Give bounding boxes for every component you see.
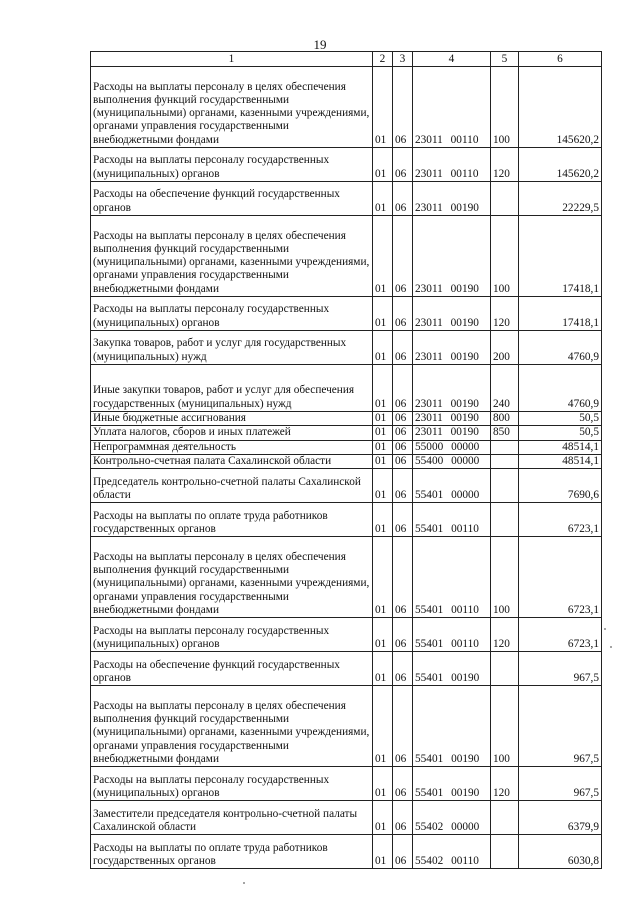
subsection-code: 06 <box>393 835 413 869</box>
subsection-code: 06 <box>393 365 413 412</box>
section-code: 01 <box>373 537 393 618</box>
amount: 967,5 <box>519 686 602 767</box>
item-name: Закупка товаров, работ и услуг для государственных (муниципальных) нужд <box>91 331 373 365</box>
target-article-code: 55402 00000 <box>413 801 491 835</box>
expense-type-code: 240 <box>491 365 519 412</box>
target-article-code: 23011 00190 <box>413 426 491 440</box>
item-name: Иные закупки товаров, работ и услуг для обеспечения государственных (муниципальных) нужд <box>91 365 373 412</box>
item-name: Иные бюджетные ассигнования <box>91 412 373 426</box>
item-name: Расходы на выплаты персоналу государственных (муниципальных) органов <box>91 618 373 652</box>
item-name: Расходы на выплаты по оплате труда работников государственных органов <box>91 503 373 537</box>
amount: 6723,1 <box>519 537 602 618</box>
scan-speck <box>610 646 612 648</box>
section-code: 01 <box>373 182 393 216</box>
table-row <box>91 426 602 440</box>
subsection-code: 06 <box>393 503 413 537</box>
target-article-code: 55402 00110 <box>413 835 491 869</box>
expense-type-code: 100 <box>491 216 519 297</box>
subsection-code: 06 <box>393 67 413 148</box>
item-name: Расходы на обеспечение функций государственных органов <box>91 652 373 686</box>
amount: 48514,1 <box>519 440 602 454</box>
section-code: 01 <box>373 365 393 412</box>
target-article-code: 23011 00190 <box>413 365 491 412</box>
target-article-code: 55401 00110 <box>413 503 491 537</box>
target-article-code: 23011 00190 <box>413 331 491 365</box>
amount: 48514,1 <box>519 454 602 468</box>
budget-table <box>90 51 602 869</box>
target-article-code: 55400 00000 <box>413 454 491 468</box>
item-name: Председатель контрольно-счетной палаты Сахалинской области <box>91 469 373 503</box>
subsection-code: 06 <box>393 618 413 652</box>
target-article-code: 23011 00190 <box>413 297 491 331</box>
section-code: 01 <box>373 835 393 869</box>
target-article-code: 55401 00110 <box>413 537 491 618</box>
expense-type-code: 120 <box>491 297 519 331</box>
table-row <box>91 801 602 835</box>
target-article-code: 55401 00000 <box>413 469 491 503</box>
amount: 6723,1 <box>519 618 602 652</box>
table-row <box>91 331 602 365</box>
amount: 967,5 <box>519 767 602 801</box>
section-code: 01 <box>373 331 393 365</box>
expense-type-code <box>491 652 519 686</box>
amount: 7690,6 <box>519 469 602 503</box>
subsection-code: 06 <box>393 469 413 503</box>
item-name: Расходы на выплаты персоналу государственных (муниципальных) органов <box>91 297 373 331</box>
scan-speck <box>243 882 245 884</box>
amount: 145620,2 <box>519 67 602 148</box>
subsection-code: 06 <box>393 216 413 297</box>
table-row <box>91 440 602 454</box>
column-header: 3 <box>393 52 413 67</box>
amount: 4760,9 <box>519 365 602 412</box>
item-name: Расходы на выплаты персоналу в целях обеспечения выполнения функций государственными (муниципальными) органами, казенными учреждениями, органами управления государственными внебюджетными фондами <box>91 216 373 297</box>
expense-type-code <box>491 454 519 468</box>
target-article-code: 23011 00110 <box>413 148 491 182</box>
section-code: 01 <box>373 412 393 426</box>
section-code: 01 <box>373 148 393 182</box>
target-article-code: 55401 00190 <box>413 652 491 686</box>
item-name: Уплата налогов, сборов и иных платежей <box>91 426 373 440</box>
expense-type-code <box>491 835 519 869</box>
expense-type-code <box>491 801 519 835</box>
table-row <box>91 148 602 182</box>
expense-type-code <box>491 503 519 537</box>
table-row <box>91 618 602 652</box>
item-name: Расходы на выплаты персоналу в целях обеспечения выполнения функций государственными (муниципальными) органами, казенными учреждениями, органами управления государственными внебюджетными фондами <box>91 537 373 618</box>
item-name: Расходы на выплаты по оплате труда работников государственных органов <box>91 835 373 869</box>
amount: 6379,9 <box>519 801 602 835</box>
section-code: 01 <box>373 801 393 835</box>
amount: 6723,1 <box>519 503 602 537</box>
section-code: 01 <box>373 426 393 440</box>
subsection-code: 06 <box>393 454 413 468</box>
table-row <box>91 503 602 537</box>
table-row <box>91 835 602 869</box>
amount: 145620,2 <box>519 148 602 182</box>
section-code: 01 <box>373 216 393 297</box>
subsection-code: 06 <box>393 297 413 331</box>
amount: 17418,1 <box>519 297 602 331</box>
column-header: 6 <box>519 52 602 67</box>
subsection-code: 06 <box>393 412 413 426</box>
expense-type-code: 200 <box>491 331 519 365</box>
table-row <box>91 454 602 468</box>
item-name: Заместители председателя контрольно-счетной палаты Сахалинской области <box>91 801 373 835</box>
item-name: Расходы на выплаты персоналу в целях обеспечения выполнения функций государственными (муниципальными) органами, казенными учреждениями, органами управления государственными внебюджетными фондами <box>91 686 373 767</box>
expense-type-code: 120 <box>491 148 519 182</box>
expense-type-code <box>491 182 519 216</box>
subsection-code: 06 <box>393 801 413 835</box>
target-article-code: 23011 00110 <box>413 67 491 148</box>
section-code: 01 <box>373 440 393 454</box>
expense-type-code: 100 <box>491 537 519 618</box>
section-code: 01 <box>373 67 393 148</box>
item-name: Контрольно-счетная палата Сахалинской области <box>91 454 373 468</box>
amount: 6030,8 <box>519 835 602 869</box>
section-code: 01 <box>373 469 393 503</box>
expense-type-code <box>491 440 519 454</box>
target-article-code: 23011 00190 <box>413 412 491 426</box>
amount: 967,5 <box>519 652 602 686</box>
column-header: 4 <box>413 52 491 67</box>
subsection-code: 06 <box>393 686 413 767</box>
column-header: 2 <box>373 52 393 67</box>
table-row <box>91 67 602 148</box>
amount: 17418,1 <box>519 216 602 297</box>
section-code: 01 <box>373 767 393 801</box>
table-header-row <box>91 52 602 67</box>
target-article-code: 55000 00000 <box>413 440 491 454</box>
table-row <box>91 182 602 216</box>
target-article-code: 55401 00190 <box>413 767 491 801</box>
table-row <box>91 686 602 767</box>
table-row <box>91 412 602 426</box>
column-header: 1 <box>91 52 373 67</box>
section-code: 01 <box>373 454 393 468</box>
scan-speck <box>604 628 606 630</box>
subsection-code: 06 <box>393 440 413 454</box>
amount: 50,5 <box>519 412 602 426</box>
item-name: Непрограммная деятельность <box>91 440 373 454</box>
table-row <box>91 767 602 801</box>
expense-type-code: 100 <box>491 686 519 767</box>
table-row <box>91 216 602 297</box>
target-article-code: 23011 00190 <box>413 182 491 216</box>
item-name: Расходы на выплаты персоналу в целях обеспечения выполнения функций государственными (муниципальными) органами, казенными учреждениями, органами управления государственными внебюджетными фондами <box>91 67 373 148</box>
expense-type-code: 100 <box>491 67 519 148</box>
table-row <box>91 652 602 686</box>
column-header: 5 <box>491 52 519 67</box>
target-article-code: 55401 00190 <box>413 686 491 767</box>
amount: 22229,5 <box>519 182 602 216</box>
subsection-code: 06 <box>393 182 413 216</box>
subsection-code: 06 <box>393 537 413 618</box>
subsection-code: 06 <box>393 331 413 365</box>
section-code: 01 <box>373 686 393 767</box>
page-number: 19 <box>313 37 327 52</box>
table-row <box>91 297 602 331</box>
target-article-code: 55401 00110 <box>413 618 491 652</box>
item-name: Расходы на обеспечение функций государственных органов <box>91 182 373 216</box>
expense-type-code: 120 <box>491 618 519 652</box>
subsection-code: 06 <box>393 767 413 801</box>
expense-type-code: 850 <box>491 426 519 440</box>
section-code: 01 <box>373 618 393 652</box>
expense-type-code: 800 <box>491 412 519 426</box>
target-article-code: 23011 00190 <box>413 216 491 297</box>
section-code: 01 <box>373 297 393 331</box>
section-code: 01 <box>373 503 393 537</box>
expense-type-code: 120 <box>491 767 519 801</box>
amount: 50,5 <box>519 426 602 440</box>
table-row <box>91 365 602 412</box>
item-name: Расходы на выплаты персоналу государственных (муниципальных) органов <box>91 148 373 182</box>
subsection-code: 06 <box>393 652 413 686</box>
item-name: Расходы на выплаты персоналу государственных (муниципальных) органов <box>91 767 373 801</box>
expense-type-code <box>491 469 519 503</box>
section-code: 01 <box>373 652 393 686</box>
table-body <box>91 52 602 869</box>
amount: 4760,9 <box>519 331 602 365</box>
subsection-code: 06 <box>393 148 413 182</box>
subsection-code: 06 <box>393 426 413 440</box>
table-row <box>91 537 602 618</box>
table-row <box>91 469 602 503</box>
